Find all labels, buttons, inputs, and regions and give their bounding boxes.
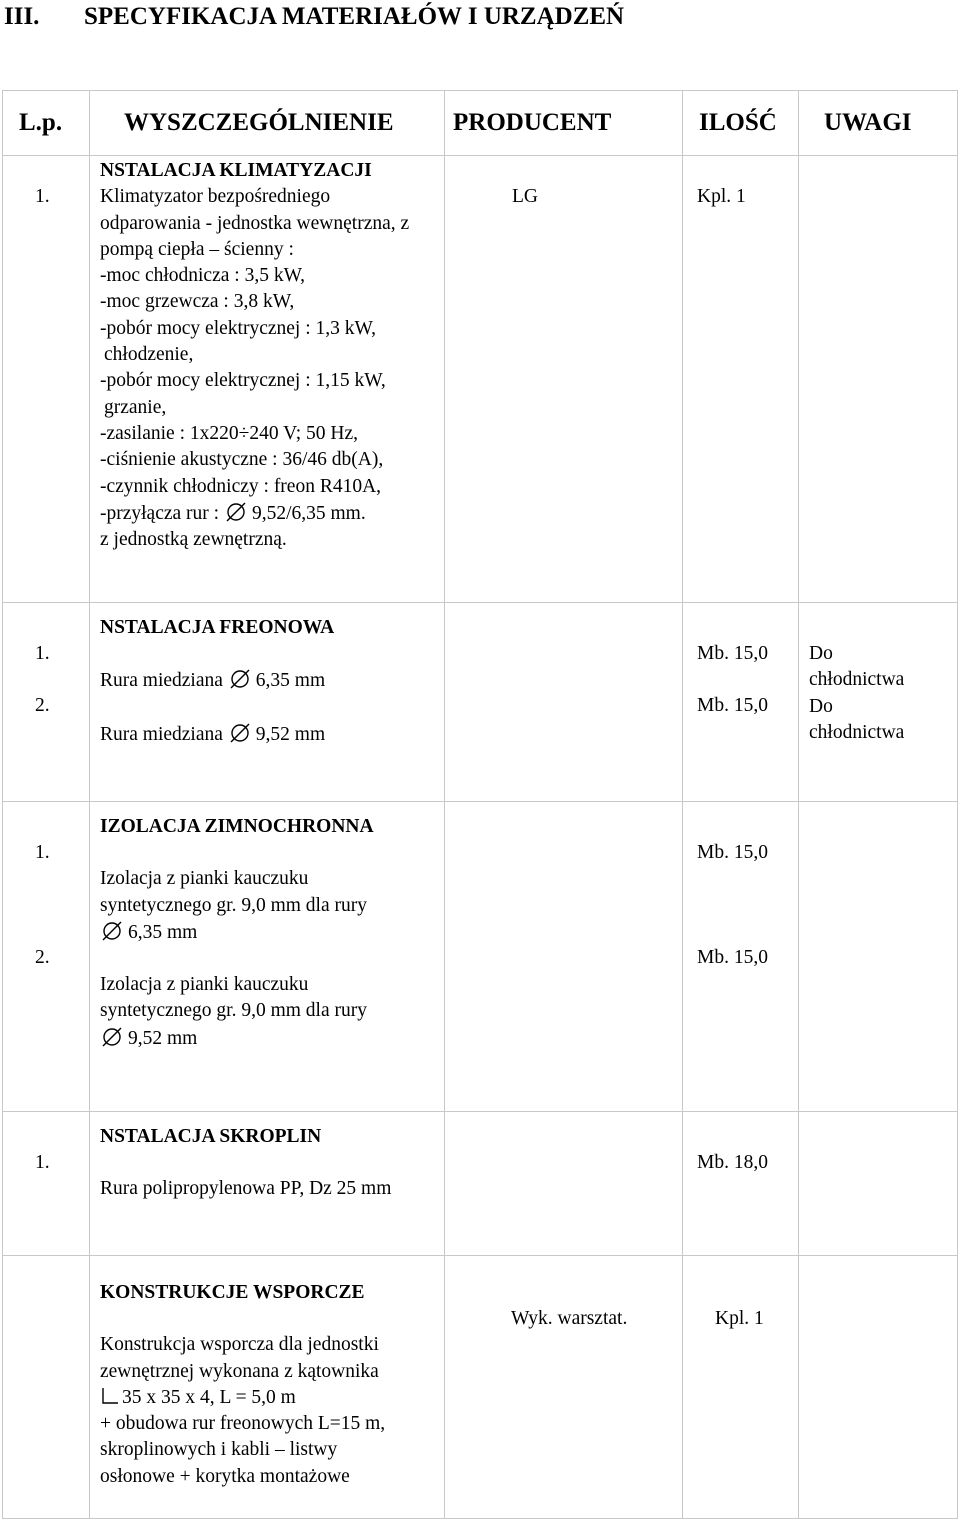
table-header-row: [3, 91, 958, 156]
row-description: [90, 802, 445, 1112]
item-quantity: Mb. 15,0: [697, 842, 768, 863]
row-number: [3, 1256, 90, 1519]
item-line: Izolacja z pianki kauczuku: [100, 974, 309, 996]
section-heading: IZOLACJA ZIMNOCHRONNA: [100, 816, 374, 837]
spec-line: pompą ciepła – ścienny :: [100, 238, 294, 260]
item-line: zewnętrznej wykonana z kątownika: [100, 1360, 379, 1382]
row-quantity: Kpl. 1: [683, 1256, 799, 1519]
page-heading: [4, 0, 624, 34]
col-header-producer: PRODUCENT: [445, 91, 683, 156]
spec-line: -pobór mocy elektrycznej : 1,3 kW,: [100, 317, 376, 339]
row-notes: [799, 1256, 958, 1519]
section-heading: NSTALACJA KLIMATYZACJI: [100, 160, 372, 181]
row-description: [90, 1256, 445, 1519]
angle-dimensions: 35 x 35 x 4, L = 5,0 m: [122, 1386, 296, 1408]
spec-line: Klimatyzator bezpośredniego: [100, 186, 331, 208]
row-description: [90, 603, 445, 802]
spec-line-pipes: [100, 500, 444, 527]
item-number: 1.: [35, 186, 50, 207]
spec-line: -czynnik chłodniczy : freon R410A,: [100, 475, 382, 497]
spec-line: -zasilanie : 1x220÷240 V; 50 Hz,: [100, 422, 359, 444]
pipe-diameter: 9,52/6,35 mm.: [251, 502, 366, 524]
pipe-label: -przyłącza rur :: [100, 502, 220, 524]
section-heading: NSTALACJA FREONOWA: [100, 617, 335, 638]
item-number: 2.: [35, 947, 50, 969]
col-header-quantity: ILOŚĆ: [683, 91, 799, 156]
item-line: [100, 667, 444, 694]
item-name: Rura miedziana: [100, 723, 223, 745]
row-notes: [799, 603, 958, 802]
diameter-icon: [228, 667, 252, 691]
section-number: III.: [4, 3, 40, 30]
item-line: Izolacja z pianki kauczuku: [100, 868, 309, 890]
row-quantity: Mb. 18,0: [683, 1112, 799, 1256]
item-line: + obudowa rur freonowych L=15 m,: [100, 1413, 386, 1435]
item-line: osłonowe + korytka montażowe: [100, 1465, 350, 1487]
row-producer: [445, 1112, 683, 1256]
angle-profile-icon: [100, 1386, 120, 1406]
section-title: SPECYFIKACJA MATERIAŁÓW I URZĄDZEŃ: [84, 3, 625, 30]
item-quantity: Mb. 15,0: [697, 695, 768, 717]
row-description: [90, 1112, 445, 1256]
col-header-notes: UWAGI: [799, 91, 958, 156]
row-quantity: [683, 603, 799, 802]
spec-line: -moc chłodnicza : 3,5 kW,: [100, 265, 306, 287]
row-quantity: Kpl. 1: [683, 156, 799, 603]
row-notes: [799, 802, 958, 1112]
row-notes: [799, 1112, 958, 1256]
row-producer: [445, 802, 683, 1112]
row-producer: Wyk. warsztat.: [445, 1256, 683, 1519]
row-description: [90, 156, 445, 603]
section-heading: KONSTRUKCJE WSPORCZE: [100, 1282, 365, 1303]
section-heading: NSTALACJA SKROPLIN: [100, 1126, 322, 1147]
spec-line: -moc grzewcza : 3,8 kW,: [100, 291, 295, 313]
table-row: [3, 603, 958, 802]
item-note: Do: [809, 695, 833, 717]
item-number: 1.: [35, 842, 50, 863]
table-row: [3, 156, 958, 603]
item-line: [100, 1385, 444, 1411]
item-number: 1.: [35, 643, 50, 664]
spec-line: -ciśnienie akustyczne : 36/46 db(A),: [100, 449, 384, 471]
item-quantity: Mb. 15,0: [697, 643, 768, 664]
row-notes: [799, 156, 958, 603]
row-number: [3, 802, 90, 1112]
row-quantity: [683, 802, 799, 1112]
item-line: skroplinowych i kabli – listwy: [100, 1439, 338, 1461]
item-diameter: 9,52 mm: [255, 723, 326, 745]
item-line: [100, 1025, 444, 1052]
row-number: [3, 156, 90, 603]
item-number: 2.: [35, 695, 50, 717]
col-header-description: WYSZCZEGÓLNIENIE: [90, 91, 445, 156]
item-line: [100, 721, 444, 748]
item-diameter: 9,52 mm: [128, 1027, 198, 1049]
table-row: [3, 802, 958, 1112]
item-line: Konstrukcja wsporcza dla jednostki: [100, 1334, 379, 1356]
diameter-icon: [100, 919, 124, 943]
item-line: Rura polipropylenowa PP, Dz 25 mm: [100, 1178, 392, 1200]
materials-table: [2, 90, 958, 1519]
diameter-icon: [100, 1025, 124, 1049]
item-line: syntetycznego gr. 9,0 mm dla rury: [100, 1000, 367, 1022]
spec-line: -pobór mocy elektrycznej : 1,15 kW,: [100, 370, 386, 392]
item-note: chłodnictwa: [809, 721, 905, 743]
row-producer: [445, 603, 683, 802]
item-note: chłodnictwa: [809, 669, 905, 691]
spec-line: chłodzenie,: [104, 344, 194, 366]
item-quantity: Mb. 15,0: [697, 947, 768, 969]
item-diameter: 6,35 mm: [128, 921, 198, 943]
item-name: Rura miedziana: [100, 670, 223, 692]
item-line: [100, 919, 444, 946]
item-diameter: 6,35 mm: [255, 670, 326, 692]
spec-line: odparowania - jednostka wewnętrzna, z: [100, 212, 410, 234]
item-line: syntetycznego gr. 9,0 mm dla rury: [100, 894, 367, 916]
row-number: [3, 603, 90, 802]
table-row: [3, 1112, 958, 1256]
col-header-lp: L.p.: [3, 91, 90, 156]
spec-line: z jednostką zewnętrzną.: [100, 529, 287, 551]
diameter-icon: [224, 500, 248, 524]
item-note: Do: [809, 643, 833, 664]
row-number: 1.: [3, 1112, 90, 1256]
row-producer: LG: [445, 156, 683, 603]
table-row: [3, 1256, 958, 1519]
spec-line: grzanie,: [104, 396, 167, 418]
diameter-icon: [228, 721, 252, 745]
